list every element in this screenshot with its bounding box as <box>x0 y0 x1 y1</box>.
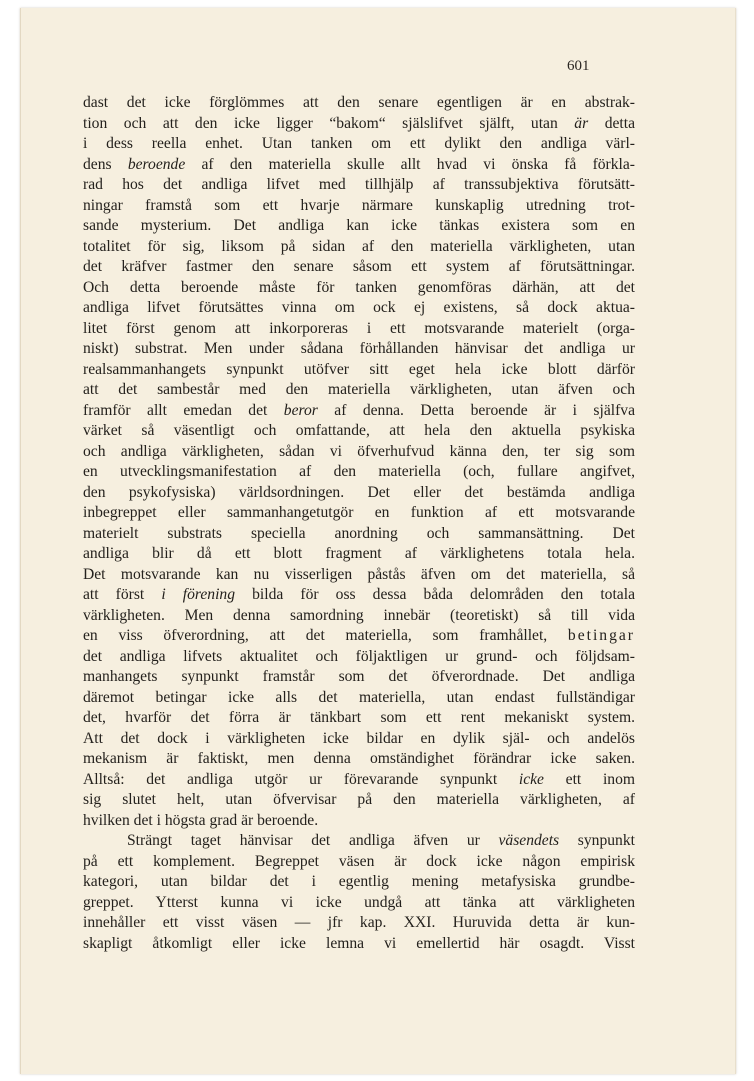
text-line: värket så väsentligt och omfattande, att hela den aktuella psykiska <box>83 422 635 439</box>
italic-text: icke <box>518 770 544 788</box>
text-line: mekanism är faktiskt, men denna omständighet förändrar icke saken. <box>83 750 635 767</box>
text-line: greppet. Ytterst kunna vi icke undgå att tänka att värkligheten <box>83 893 635 911</box>
text-line: en utvecklingsmanifestation af den materiella (och, fullare angifvet, <box>83 463 635 480</box>
text-line: tion och att den icke ligger “bakom“ själslifvet själft, utan är detta <box>83 114 635 132</box>
text-line: niskt) substrat. Men under sådana förhållanden hänvisar det andliga ur <box>83 340 635 357</box>
text-line: på ett komplement. Begreppet väsen är dock icke någon empirisk <box>83 852 635 870</box>
text-line: en viss öfverordning, att det materiella, som framhållet, betingar <box>83 627 635 644</box>
text-line: materielt substrats speciella anordning och sammansättning. Det <box>83 524 635 542</box>
text-line: däremot betingar icke alls det materiella, utan endast fullständigar <box>83 688 635 706</box>
text-line: Strängt taget hänvisar det andliga äfven ur väsendets synpunkt <box>127 832 635 849</box>
text-line: Och detta beroende måste för tanken genomföras därhän, att det <box>83 278 635 296</box>
text-line: dast det icke förglömmes att den senare egentligen är en abstrak- <box>83 94 635 111</box>
text-line: att först i förening bilda för oss dessa båda delområden den totala <box>83 586 635 603</box>
text-line: sig slutet helt, utan öfvervisar på den materiella värkligheten, af <box>83 791 635 808</box>
text-line: sande mysterium. Det andliga kan icke tänkas existera som en <box>83 217 635 234</box>
text-line: Det motsvarande kan nu visserligen påstås äfven om det materiella, så <box>83 565 635 583</box>
text-line: den psykofysiska) världsordningen. Det eller det bestämda andliga <box>83 483 635 501</box>
italic-text: beroende <box>127 155 186 173</box>
text-line: att det sambestår med den materiella värkligheten, utan äfven och <box>83 381 635 398</box>
text-line: i dess reella enhet. Utan tanken om ett dylikt den andliga värl- <box>83 135 635 152</box>
text-line: rad hos det andliga lifvet med tillhjälp af transsubjektiva förutsätt- <box>83 176 635 193</box>
text-line: realsammanhangets synpunkt utöfver sitt eget hela icke blott därför <box>83 360 635 378</box>
italic-text: i förening <box>161 586 236 603</box>
text-line: framför allt emedan det beror af denna. Detta beroende är i själfva <box>83 401 635 419</box>
text-line: Alltså: det andliga utgör ur förevarande synpunkt icke ett inom <box>83 770 635 788</box>
text-line: och andliga värkligheten, sådan vi öfverhufvud känna den, ter sig som <box>83 442 635 460</box>
body-text <box>83 93 635 954</box>
text-line: hvilken det i högsta grad är beroende. <box>83 811 319 829</box>
text-line: Att det dock i värkligheten icke bildar en dylik själ- och andelös <box>83 729 635 747</box>
text-line: skapligt åtkomligt eller icke lemna vi emellertid här osagdt. Visst <box>83 934 635 952</box>
text-line: totalitet för sig, liksom på sidan af den materiella värkligheten, utan <box>83 237 635 255</box>
text-line: det andliga lifvets aktualitet och följaktligen ur grund- och följdsam- <box>83 647 635 665</box>
text-line: manhangets synpunkt framstår som det öfverordnade. Det andliga <box>83 668 635 685</box>
page-number: 601 <box>567 58 590 74</box>
spaced-emphasis-text: betingar <box>567 627 635 644</box>
text-line: andliga lifvet förutsättes vinna om ock ej existens, så dock aktua- <box>83 299 635 316</box>
book-page <box>20 8 736 1074</box>
text-line: det, hvarför det förra är tänkbart som ett rent mekaniskt system. <box>83 709 635 726</box>
text-line: kategori, utan bildar det i egentlig mening metafysiska grundbe- <box>83 873 635 890</box>
italic-text: väsendets <box>498 832 560 849</box>
text-line: inbegreppet eller sammanhangetutgör en funktion af ett motsvarande <box>83 504 635 521</box>
italic-text: är <box>574 114 589 132</box>
text-line: innehåller ett visst väsen — jfr kap. XXI. Huruvida detta är kun- <box>83 914 635 931</box>
text-line: det kräfver fastmer den senare såsom ett system af förutsättningar. <box>83 258 635 275</box>
text-line: värkligheten. Men denna samordning innebär (teoretiskt) så till vida <box>83 606 635 624</box>
italic-text: beror <box>283 401 318 419</box>
text-line: dens beroende af den materiella skulle allt hvad vi önska få förkla- <box>83 155 635 173</box>
text-line: litet först genom att inkorporeras i ett motsvarande materielt (orga- <box>83 319 635 337</box>
text-line: ningar framstå som ett hvarje närmare kunskaplig utredning trot- <box>83 196 635 214</box>
text-line: andliga blir då ett blott fragment af värklighetens totala hela. <box>83 545 635 562</box>
